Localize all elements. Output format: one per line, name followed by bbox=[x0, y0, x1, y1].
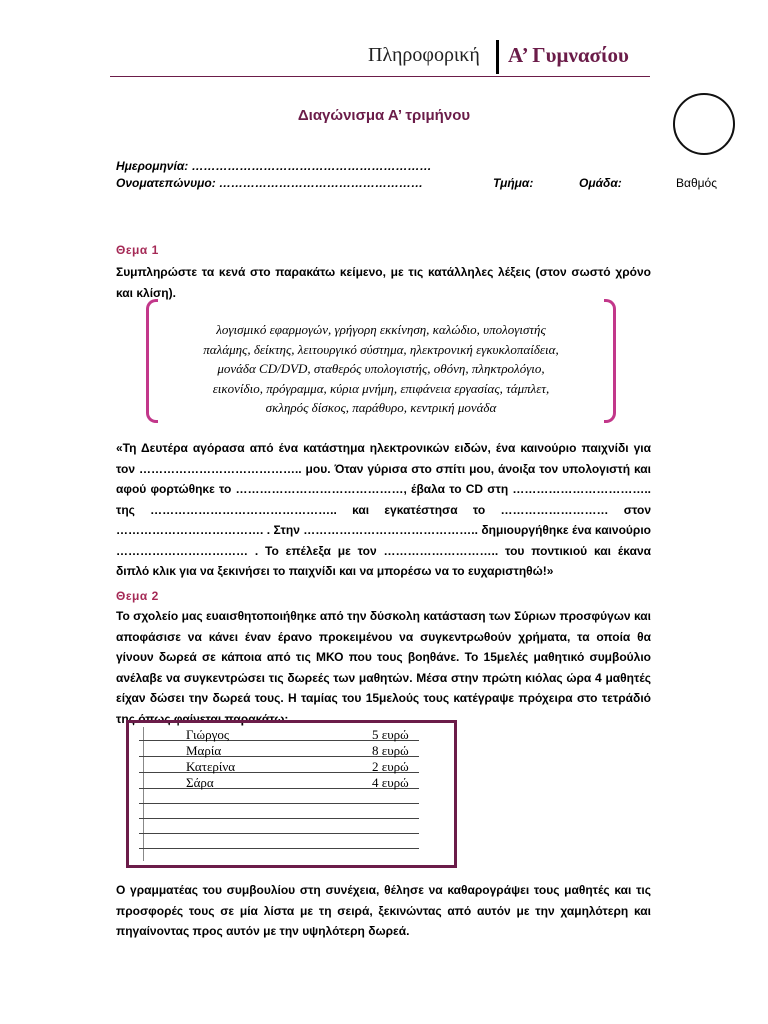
donation-amount: 5 ευρώ bbox=[372, 727, 409, 742]
word-bank-line: παλάμης, δείκτης, λειτουργικό σύστημα, ηλεκτρονική εγκυκλοπαίδεια, bbox=[203, 341, 559, 357]
donor-name: Κατερίνα bbox=[186, 759, 236, 774]
grade-label: Βαθμός bbox=[676, 176, 717, 190]
word-bank bbox=[160, 320, 602, 418]
notebook-rule bbox=[139, 833, 419, 834]
donor-name: Σάρα bbox=[186, 775, 214, 790]
class-field: Τμήμα: bbox=[493, 176, 534, 190]
header-rule bbox=[110, 76, 650, 77]
theme1-heading: Θεμα 1 bbox=[116, 243, 159, 257]
word-bank-line: μονάδα CD/DVD, σταθερός υπολογιστής, οθόνη, πληκτρολόγιο, bbox=[217, 361, 545, 376]
theme2-heading: Θεμα 2 bbox=[116, 589, 159, 603]
notebook-rule bbox=[139, 803, 419, 804]
donation-amount: 4 ευρώ bbox=[372, 775, 409, 790]
grade-level-label: Α’ Γυμνασίου bbox=[508, 43, 629, 67]
secretary-text: Ο γραμματέας του συμβουλίου στη συνέχεια, θέλησε να καθαρογράψει τους μαθητές και τις προσφορές τους σε μία λίστα με τη σειρά, ξεκινώντας από αυτόν με την χαμηλότερη και πηγαίνοντας προς αυτόν με την υψηλότερη δωρεά. bbox=[116, 883, 651, 938]
donation-amount: 8 ευρώ bbox=[372, 743, 409, 758]
notebook-margin-line bbox=[143, 727, 144, 861]
grade-circle bbox=[673, 93, 735, 155]
word-bank-line: λογισμικό εφαρμογών, γρήγορη εκκίνηση, καλώδιο, υπολογιστής bbox=[216, 322, 546, 337]
donor-name: Γιώργος bbox=[186, 727, 229, 742]
left-bracket bbox=[146, 299, 158, 423]
theme1-instructions: Συμπληρώστε τα κενά στο παρακάτω κείμενο, με τις κατάλληλες λέξεις (στον σωστό χρόνο και κλίση). bbox=[116, 265, 651, 300]
name-field: Ονοματεπώνυμο: …………………………………………… bbox=[116, 176, 424, 190]
word-bank-line: σκληρός δίσκος, παράθυρο, κεντρική μονάδα bbox=[265, 400, 497, 415]
notebook-rule bbox=[139, 818, 419, 819]
donor-name: Μαρία bbox=[186, 743, 222, 758]
right-bracket bbox=[604, 299, 616, 423]
header-divider bbox=[496, 40, 499, 74]
donation-amount: 2 ευρώ bbox=[372, 759, 409, 774]
date-field: Ημερομηνία: …………………………………………………… bbox=[116, 159, 432, 173]
group-field: Ομάδα: bbox=[579, 176, 622, 190]
word-bank-line: εικονίδιο, πρόγραμμα, κύρια μνήμη, επιφάνεια εργασίας, τάμπλετ, bbox=[212, 380, 550, 396]
theme2-text: Το σχολείο μας ευαισθητοποιήθηκε από την δύσκολη κατάσταση των Σύριων προσφύγων και αποφάσισε να κάνει έναν έρανο προκειμένου να συγκεντρωθούν χρήματα, τα οποία θα γίνουν δωρεά σε κάποια από τις ΜΚΟ που τους βοηθάνε. Το 15μελές μαθητικό συμβούλιο ανέλαβε να συγκεντρώσει τις δωρεές των μαθητών. Μέσα στην πρώτη κιόλας ώρα 4 μαθητές είχαν δώσει την δωρεά τους. Η ταμίας του 15μελούς τους κατέγραψε πρόχειρα στο τετράδιό της όπως φαίνεται παρακάτω: bbox=[116, 609, 651, 726]
page-title: Διαγώνισμα Α’ τριμήνου bbox=[297, 107, 471, 124]
notebook-rule bbox=[139, 848, 419, 849]
fill-in-story: «Τη Δευτέρα αγόρασα από ένα κατάστημα ηλεκτρονικών ειδών, ένα καινούριο παιχνίδι για τον ………………………………….. μου. Όταν γύρισα στο σπίτι μου, άνοιξα τον υπολογιστή και αφού φορτώθηκε το ……………………………………, έβαλα το CD στη …………………………….. της ……………………………………….. και εγκατέστησα το ……………………… στον ………………………………. . Στην …………………………………….. δημιουργήθηκε ένα καινούριο …………………………… . Το επέλεξα με τον ……………………….. του ποντικιού και έκανα διπλό κλικ για να ξεκινήσει το παιχνίδι και να μπορέσω να το ευχαριστηθώ!» bbox=[116, 441, 651, 578]
subject-label: Πληροφορική bbox=[368, 44, 480, 66]
